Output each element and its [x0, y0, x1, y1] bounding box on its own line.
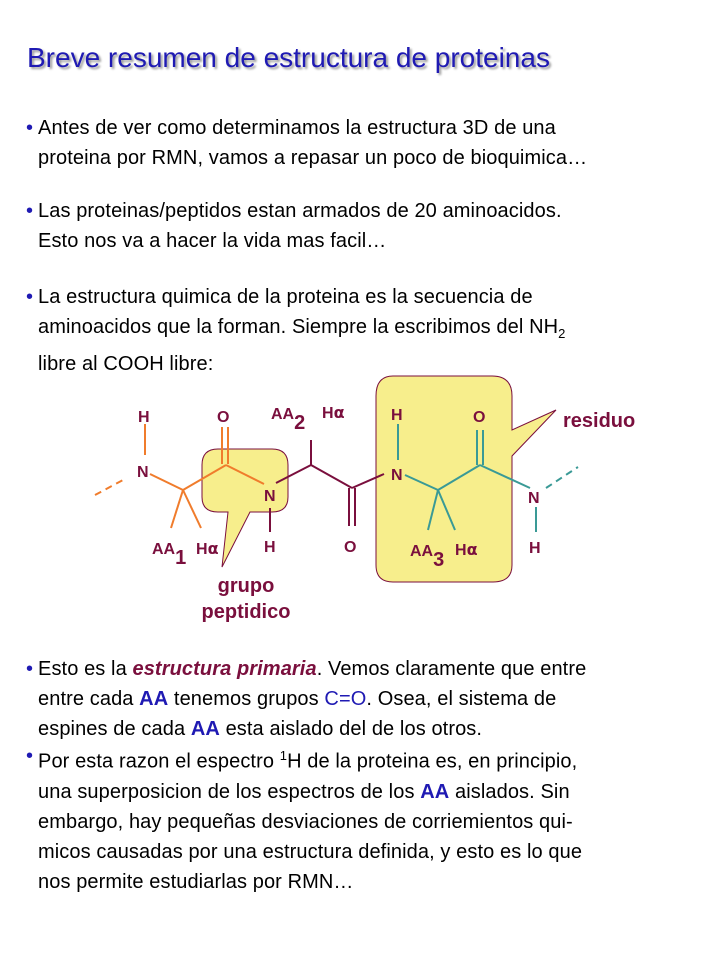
bullet-dot: • — [26, 745, 34, 767]
aa-label: AA — [410, 543, 434, 560]
atom-o-1: O — [217, 409, 230, 426]
bullet-sequence-line1: La estructura quimica de la proteina es la secuencia de — [38, 286, 533, 308]
side-chain-aa-2 — [271, 406, 305, 434]
atom-h-1: H — [138, 409, 150, 426]
h-label: H — [196, 541, 208, 558]
h-alpha-1 — [196, 539, 219, 558]
atom-h-3: H — [391, 407, 403, 424]
aa-index-2: 2 — [294, 412, 306, 434]
aa-label: AA — [152, 541, 176, 558]
alpha-symbol: α — [207, 539, 219, 558]
atom-h-4: H — [529, 540, 541, 557]
aa-label: AA — [271, 406, 295, 423]
bullet-spectrum — [26, 741, 583, 897]
text-segment: . Vemos claramente que entre — [316, 658, 587, 680]
text-segment: entre cada — [38, 688, 140, 710]
bullet-dot: • — [26, 286, 34, 308]
bullet-dot: • — [26, 117, 34, 139]
bullet-sequence-line2 — [38, 312, 566, 349]
text-segment: una superposicion de los espectros de los — [38, 780, 421, 803]
aa-index-1: 1 — [175, 547, 187, 569]
term-co: C=O — [324, 688, 367, 710]
bullet-aminoacids-line1: Las proteinas/peptidos estan armados de 20 aminoacidos. — [38, 200, 562, 222]
term-aa: AA — [190, 718, 220, 740]
atom-o-2: O — [344, 539, 357, 556]
atom-n-2: N — [264, 488, 276, 505]
side-chain-aa-1 — [152, 541, 186, 569]
subscript: 2 — [558, 326, 566, 341]
atom-h-2: H — [264, 539, 276, 556]
text-segment: aislados. Sin — [449, 780, 570, 803]
bullet-intro-line1: Antes de ver como determinamos la estructura 3D de una — [38, 117, 556, 139]
text-segment: esta aislado del de los otros. — [219, 718, 483, 740]
bullet-dot: • — [26, 200, 34, 222]
atom-n-3: N — [391, 467, 403, 484]
atom-o-3: O — [473, 409, 486, 426]
atom-n-4: N — [528, 490, 540, 507]
h-label: H — [455, 542, 467, 559]
bullet-primary-structure — [26, 654, 587, 744]
bullet-aminoacids — [26, 196, 562, 256]
term-aa: AA — [139, 688, 169, 710]
bullet-primary-line2 — [38, 684, 586, 714]
peptide-chain-diagram — [0, 360, 720, 640]
label-residuo: residuo — [563, 410, 636, 432]
bullet-spectrum-line2 — [38, 777, 582, 807]
superscript: 1 — [279, 748, 288, 763]
bullet-sequence-line3: libre al COOH libre: — [38, 353, 214, 375]
page-title: Breve resumen de estructura de proteinas — [27, 42, 550, 73]
h-alpha-2 — [322, 403, 345, 422]
text-segment: Por esta razon el espectro — [38, 750, 280, 773]
bullet-intro-line2: proteina por RMN, vamos a repasar un poco de bioquimica… — [38, 147, 588, 169]
bullet-spectrum-line3: embargo, hay pequeñas desviaciones de corriemientos qui- — [38, 810, 573, 833]
aa-index-3: 3 — [433, 549, 445, 571]
bullet-primary-line1 — [38, 654, 586, 684]
bullet-spectrum-line5: nos permite estudiarlas por RMN… — [38, 870, 354, 893]
label-peptidico: peptidico — [201, 601, 291, 623]
text-segment: H de la proteina es, en principio, — [287, 750, 578, 773]
alpha-symbol: α — [333, 403, 345, 422]
emphasis-primary-structure: estructura primaria — [132, 658, 317, 680]
h-label: H — [322, 405, 334, 422]
bullet-spectrum-line4: micos causadas por una estructura definida, y esto es lo que — [38, 840, 583, 863]
label-grupo: grupo — [217, 575, 275, 597]
bullet-intro — [26, 113, 588, 173]
bullet-aminoacids-line2: Esto nos va a hacer la vida mas facil… — [38, 230, 387, 252]
text-segment: espines de cada — [38, 718, 191, 740]
sequence-text: aminoacidos que la forman. Siempre la escribimos del NH — [38, 316, 559, 338]
alpha-symbol: α — [466, 540, 478, 559]
bullet-primary-line3 — [38, 714, 586, 744]
bullet-spectrum-line1 — [38, 741, 582, 777]
text-segment: Esto es la — [38, 658, 133, 680]
h-alpha-3 — [455, 540, 478, 559]
atom-n-1: N — [137, 464, 149, 481]
text-segment: tenemos grupos — [168, 688, 325, 710]
term-aa: AA — [420, 780, 450, 803]
text-segment: . Osea, el sistema de — [366, 688, 557, 710]
bullet-dot: • — [26, 658, 34, 680]
